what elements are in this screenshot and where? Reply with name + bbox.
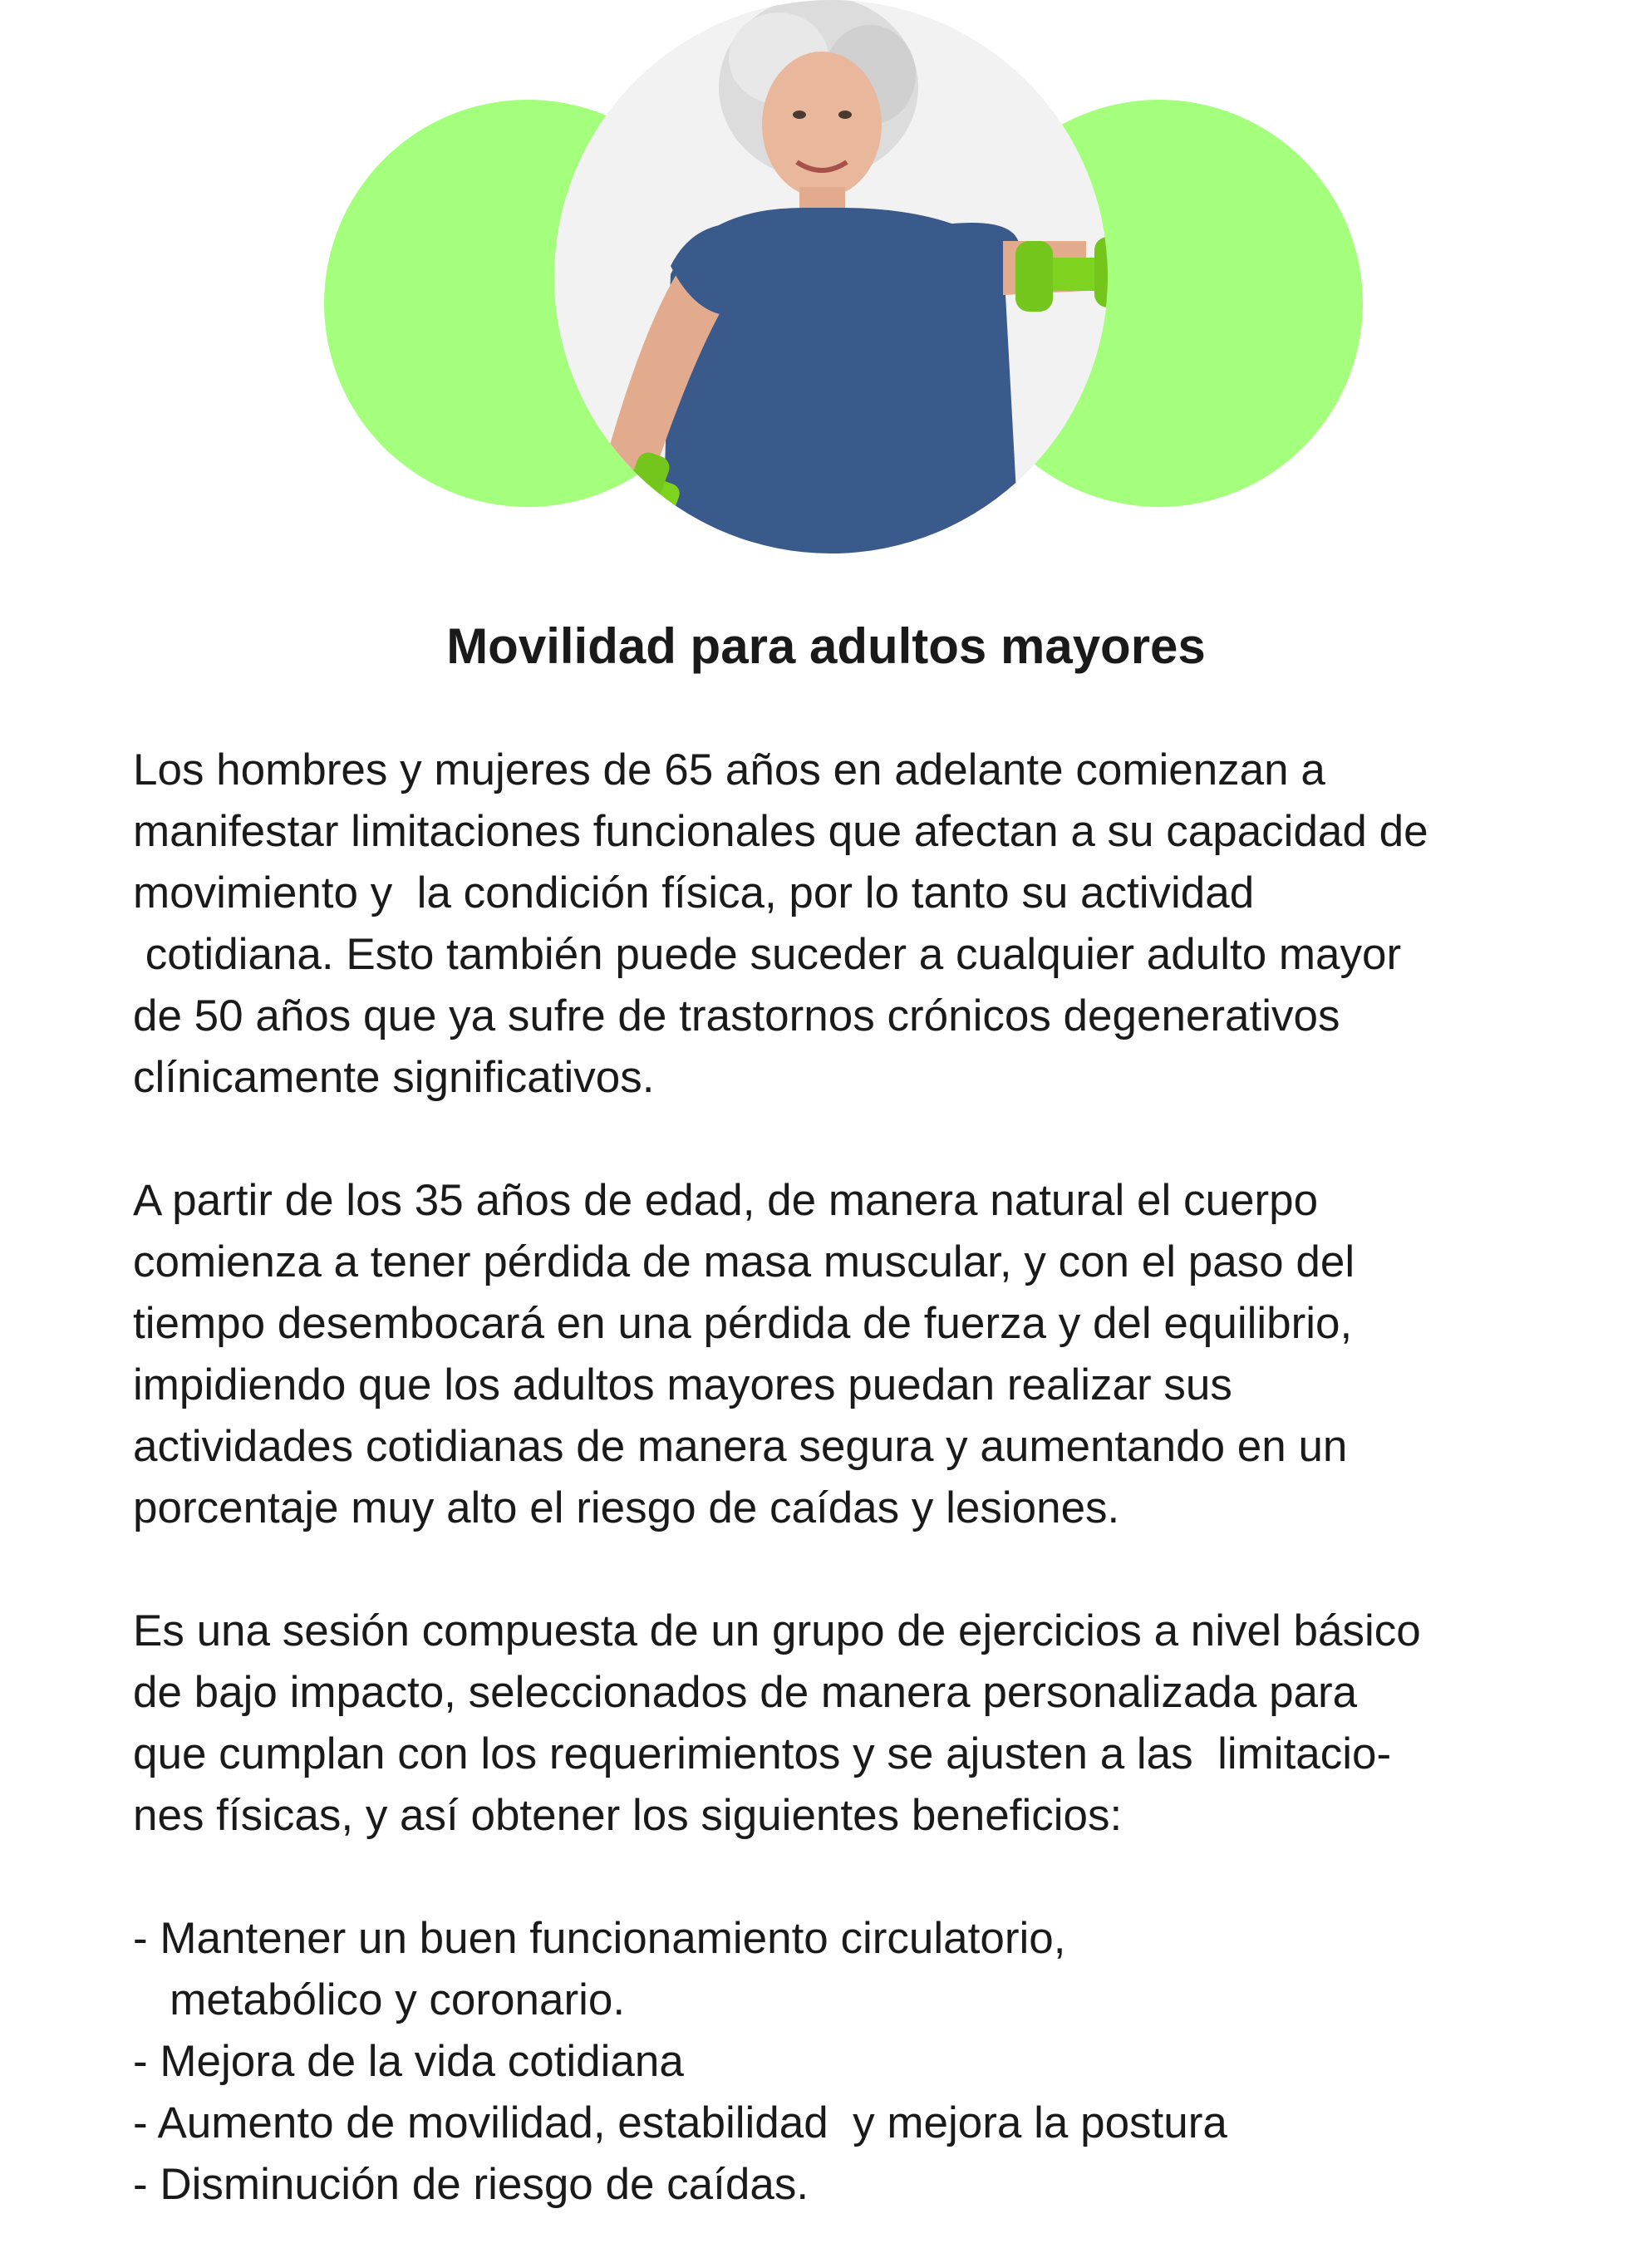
text-line: que cumplan con los requerimientos y se ajusten a las limitacio- bbox=[133, 1729, 1392, 1778]
text-line: clínicamente significativos. bbox=[133, 1053, 655, 1102]
hero-photo bbox=[554, 0, 1108, 553]
list-item bbox=[133, 2154, 1546, 2216]
list-item bbox=[133, 2031, 1546, 2093]
page-title: Movilidad para adultos mayores bbox=[446, 618, 1206, 674]
text-line: de 50 años que ya sufre de trastornos crónicos degenerativos bbox=[133, 991, 1340, 1040]
text-line: A partir de los 35 años de edad, de manera natural el cuerpo bbox=[133, 1176, 1319, 1225]
paragraph-intro bbox=[133, 740, 1546, 1109]
text-line: - Disminución de riesgo de caídas. bbox=[133, 2160, 809, 2209]
paragraph-session bbox=[133, 1601, 1546, 1847]
text-line: porcentaje muy alto el riesgo de caídas y lesiones. bbox=[133, 1483, 1120, 1532]
text-line: metabólico y coronario. bbox=[133, 1975, 626, 2024]
text-line: nes físicas, y así obtener los siguientes beneficios: bbox=[133, 1791, 1123, 1840]
text-line: actividades cotidianas de manera segura y aumentando en un bbox=[133, 1422, 1348, 1471]
text-line: tiempo desembocará en una pérdida de fuerza y del equilibrio, bbox=[133, 1299, 1353, 1348]
text-line: impidiendo que los adultos mayores puedan realizar sus bbox=[133, 1360, 1232, 1409]
text-line: - Mejora de la vida cotidiana bbox=[133, 2037, 684, 2086]
article-body bbox=[133, 740, 1546, 2216]
text-line: de bajo impacto, seleccionados de manera personalizada para bbox=[133, 1668, 1358, 1717]
list-item bbox=[133, 2093, 1546, 2154]
text-line: Es una sesión compuesta de un grupo de ejercicios a nivel básico bbox=[133, 1606, 1421, 1655]
paragraph-muscle-loss bbox=[133, 1170, 1546, 1539]
list-item bbox=[133, 1908, 1546, 2031]
text-line: comienza a tener pérdida de masa muscular, y con el paso del bbox=[133, 1237, 1355, 1286]
text-line: - Mantener un buen funcionamiento circulatorio, bbox=[133, 1914, 1066, 1963]
hero-section bbox=[0, 0, 1652, 582]
text-line: cotidiana. Esto también puede suceder a cualquier adulto mayor bbox=[133, 930, 1402, 979]
text-line: Los hombres y mujeres de 65 años en adelante comienzan a bbox=[133, 745, 1325, 794]
text-line: movimiento y la condición física, por lo tanto su actividad bbox=[133, 868, 1255, 917]
benefits-list bbox=[133, 1908, 1546, 2216]
text-line: manifestar limitaciones funcionales que afectan a su capacidad de bbox=[133, 807, 1428, 856]
senior-woman-illustration bbox=[554, 0, 1108, 553]
text-line: - Aumento de movilidad, estabilidad y mejora la postura bbox=[133, 2098, 1227, 2147]
